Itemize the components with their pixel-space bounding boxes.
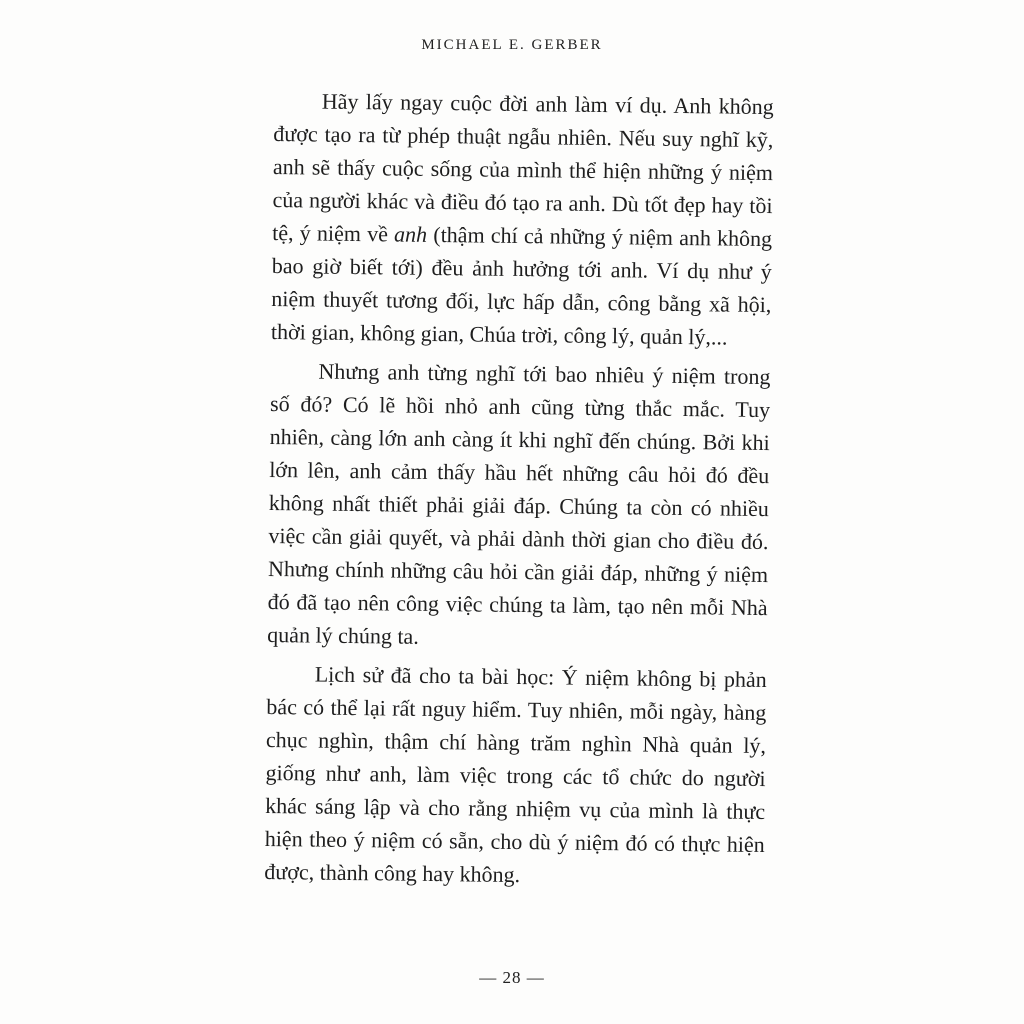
paragraph-1-part-1: Hãy lấy ngay cuộc đời anh làm ví dụ. Anh không được tạo ra từ phép thuật ngẫu nhiên. Nếu suy nghĩ kỹ, anh sẽ thấy cuộc sống của mình thể hiện những ý niệm của người khác và điều đó tạo ra anh. Dù tốt đẹp hay tồi tệ, ý niệm về [272,88,774,247]
paragraph-2: Nhưng anh từng nghĩ tới bao nhiêu ý niệm trong số đó? Có lẽ hồi nhỏ anh cũng từng thắc mắc. Tuy nhiên, càng lớn anh càng ít khi nghĩ đến chúng. Bởi khi lớn lên, anh cảm thấy hầu hết những câu hỏi đó đều không nhất thiết phải giải đáp. Chúng ta còn có nhiều việc cần giải quyết, và phải dành thời gian cho điều đó. Nhưng chính những câu hỏi cần giải đáp, những ý niệm đó đã tạo nên công việc chúng ta làm, tạo nên mỗi Nhà quản lý chúng ta. [267,358,771,649]
page-number: — 28 — [479,968,545,987]
paragraph-1-part-2: (thậm chí cả những ý niệm anh không bao giờ biết tới) đều ảnh hưởng tới anh. Ví dụ như ý niệm thuyết tương đối, lực hấp dẫn, công bằng xã hội, thời gian, không gian, Chúa trời, công lý, quản lý,... [270,221,773,350]
paragraph-1-emphasis: anh [393,221,428,247]
paragraph-3: Lịch sử đã cho ta bài học: Ý niệm không bị phản bác có thể lại rất nguy hiểm. Tuy nhiên, mỗi ngày, hàng chục nghìn, thậm chí hàng trăm nghìn Nhà quản lý, giống như anh, làm việc trong các tổ chức do người khác sáng lập và cho rằng nhiệm vụ của mình là thực hiện theo ý niệm có sẵn, cho dù ý niệm đó có thực hiện được, thành công hay không. [264,661,767,888]
paragraph-1 [271,84,774,354]
body-text [264,84,774,900]
running-head-author: MICHAEL E. GERBER [421,37,603,53]
